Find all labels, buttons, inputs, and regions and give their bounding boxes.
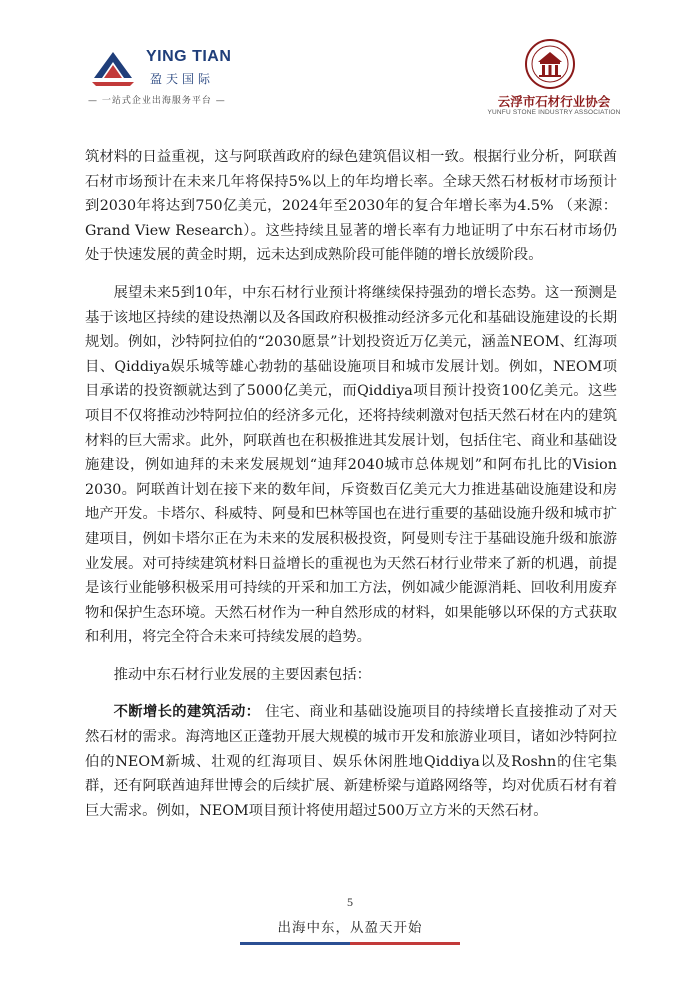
association-seal-icon <box>524 38 576 90</box>
footer-rule <box>240 942 460 945</box>
yingtian-logo <box>88 40 248 110</box>
association-name-en: YUNFU STONE INDUSTRY ASSOCIATION <box>487 109 621 116</box>
paragraph-drivers-intro: 推动中东石材行业发展的主要因素包括： <box>113 666 371 683</box>
footer-rule-blue <box>240 942 350 945</box>
footer-tagline: 出海中东，从盈天开始 <box>277 920 423 936</box>
footer-rule-red <box>350 942 460 945</box>
brand-slogan: — 一站式企业出海服务平台 — <box>88 96 226 106</box>
paragraph-construction-activity <box>85 700 617 823</box>
association-name-cn: 云浮市石材行业协会 <box>497 94 611 109</box>
paragraph-market-growth: 筑材料的日益重视，这与阿联酋政府的绿色建筑倡议相一致。根据行业分析，阿联酋石材市场预计在未来几年将保持5%以上的年均增长率。全球天然石材板材市场预计到2030年将达到750亿美元，2024年至2030年的复合年增长率为4.5% （来源：Grand View Research）。这些持续且显著的增长率有力地证明了中东石材市场仍处于快速发展的黄金时期，远未达到成熟阶段可能伴随的增长放缓阶段。 <box>85 149 617 264</box>
page-header <box>0 0 700 120</box>
article-body <box>85 145 617 836</box>
association-logo <box>474 38 634 118</box>
brand-name-cn: 盈天国际 <box>150 72 215 86</box>
driver-text: 住宅、商业和基础设施项目的持续增长直接推动了对天然石材的需求。海湾地区正蓬勃开展大规模的城市开发和旅游业项目，诸如沙特阿拉伯的NEOM新城、壮观的红海项目、娱乐休闲胜地Qiddiya以及Roshn的住宅集群，还有阿联酋迪拜世博会的后续扩展、新建桥梁与道路网络等，均对优质石材有着巨大需求。例如，NEOM项目预计将使用超过500万立方米的天然石材。 <box>85 704 618 819</box>
brand-name: YING TIAN <box>146 48 232 65</box>
page-number: 5 <box>347 895 353 909</box>
yingtian-logo-icon <box>90 48 136 88</box>
driver-heading: 不断增长的建筑活动： <box>113 704 261 721</box>
paragraph-outlook: 展望未来5到10年，中东石材行业预计将继续保持强劲的增长态势。这一预测是基于该地区持续的建设热潮以及各国政府积极推动经济多元化和基础设施建设的长期规划。例如，沙特阿拉伯的“2030愿景”计划投资近万亿美元，涵盖NEOM、红海项目、Qiddiya娱乐城等雄心勃勃的基础设施项目和城市发展计划。例如，NEOM项目承诺的投资额就达到了5000亿美元，而Qiddiya项目预计投资100亿美元。这些项目不仅将推动沙特阿拉伯的经济多元化，还将持续刺激对包括天然石材在内的建筑材料的巨大需求。此外，阿联酋也在积极推进其发展计划，包括住宅、商业和基础设施建设，例如迪拜的未来发展规划“迪拜2040城市总体规划”和阿布扎比的Vision 2030。阿联酋计划在接下来的数年间，斥资数百亿美元大力推进基础设施建设和房地产开发。卡塔尔、科威特、阿曼和巴林等国也在进行重要的基础设施升级和城市扩建项目，例如卡塔尔正在为未来的发展积极投资，阿曼则专注于基础设施升级和旅游业发展。对可持续建筑材料日益增长的重视也为天然石材行业带来了新的机遇，前提是该行业能够积极采用可持续的开采和加工方法，例如减少能源消耗、回收利用废弃物和保护生态环境。天然石材作为一种自然形成的材料，如果能够以环保的方式获取和利用，将完全符合未来可持续发展的趋势。 <box>85 284 617 646</box>
